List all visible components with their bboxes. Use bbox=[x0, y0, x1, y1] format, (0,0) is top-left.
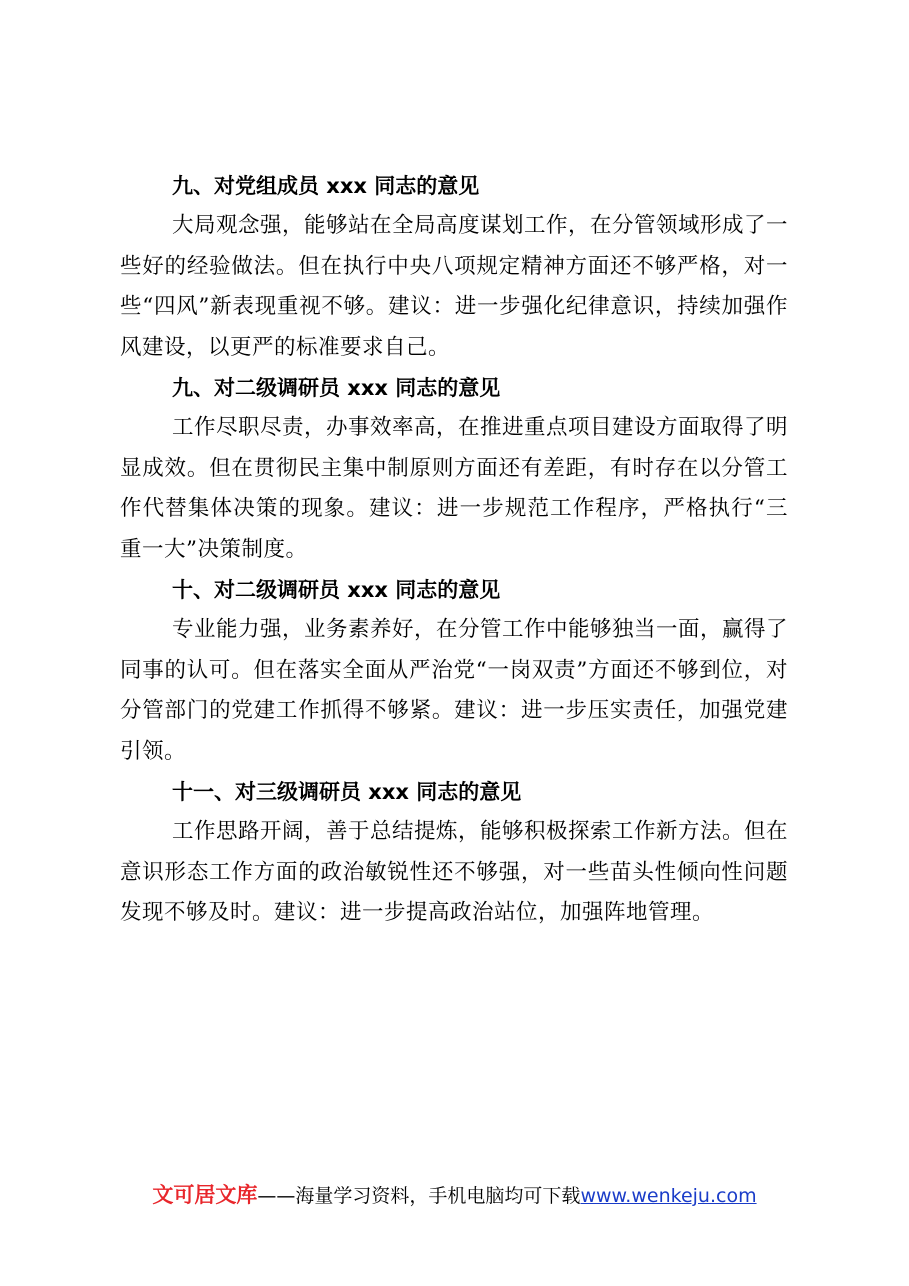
section-paragraph: 工作思路开阔，善于总结提炼，能够积极探索工作新方法。但在意识形态工作方面的政治敏锐性还不够强，对一些苗头性倾向性问题发现不够及时。建议：进一步提高政治站位，加强阵地管理。 bbox=[120, 819, 789, 925]
section-paragraph: 工作尽职尽责，办事效率高，在推进重点项目建设方面取得了明显成效。但在贯彻民主集中制原则方面还有差距，有时存在以分管工作代替集体决策的现象。建议：进一步规范工作程序，严格执行“三重一大”决策制度。 bbox=[120, 415, 789, 562]
section-heading: 十一、对三级调研员 xxx 同志的意见 bbox=[172, 780, 522, 804]
section-paragraph: 专业能力强，业务素养好，在分管工作中能够独当一面，赢得了同事的认可。但在落实全面从严治党“一岗双责”方面还不够到位，对分管部门的党建工作抓得不够紧。建议：进一步压实责任，加强党建引领。 bbox=[120, 617, 789, 764]
footer-website-link[interactable]: www.wenkeju.com bbox=[580, 1185, 757, 1207]
footer-slogan: ——海量学习资料，手机电脑均可下载 bbox=[257, 1185, 581, 1207]
opinion-section-1 bbox=[120, 166, 788, 368]
opinion-section-4 bbox=[120, 772, 788, 934]
footer-brand: 文可居文库 bbox=[152, 1183, 258, 1207]
document-body bbox=[120, 166, 788, 934]
page-footer bbox=[0, 1180, 909, 1211]
section-heading: 九、对二级调研员 xxx 同志的意见 bbox=[172, 376, 501, 400]
section-heading: 十、对二级调研员 xxx 同志的意见 bbox=[172, 578, 501, 602]
opinion-section-2 bbox=[120, 368, 788, 570]
section-paragraph: 大局观念强，能够站在全局高度谋划工作，在分管领域形成了一些好的经验做法。但在执行中央八项规定精神方面还不够严格，对一些“四风”新表现重视不够。建议：进一步强化纪律意识，持续加强作风建设，以更严的标准要求自己。 bbox=[120, 213, 789, 360]
section-heading: 九、对党组成员 xxx 同志的意见 bbox=[172, 174, 480, 198]
opinion-section-3 bbox=[120, 570, 788, 772]
